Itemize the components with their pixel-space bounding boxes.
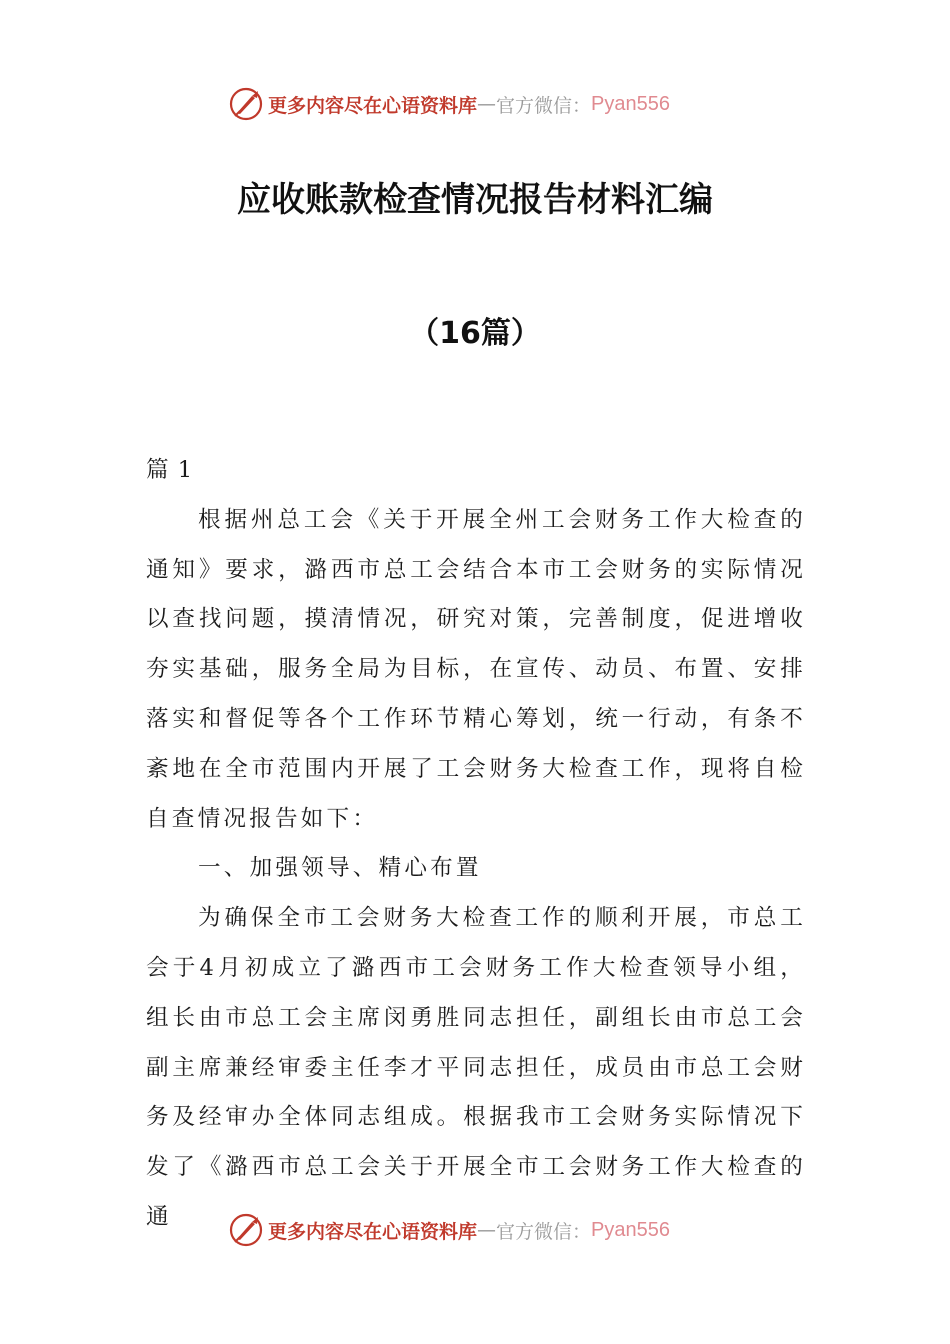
watermark-brand-text: 更多内容尽在心语资料库 [268, 94, 478, 117]
section-heading: 一、加强领导、精心布置 [198, 855, 482, 882]
chapter-label: 篇 1 [146, 457, 194, 483]
watermark-banner-bottom [228, 1208, 670, 1252]
watermark-banner-top [228, 82, 670, 126]
document-body [146, 446, 806, 1243]
document-title: 应收账款检查情况报告材料汇编 [237, 180, 713, 220]
document-subtitle: （16篇） [409, 316, 541, 351]
quill-pen-logo-icon [228, 86, 264, 122]
quill-pen-logo-icon [228, 1212, 264, 1248]
watermark-wechat-label: 官方微信： [496, 1220, 592, 1243]
watermark-separator: — [477, 93, 497, 115]
body-paragraph: 为确保全市工会财务大检查工作的顺利开展，市总工会于4月初成立了潞西市工会财务工作大检查领导小组，组长由市总工会主席闵勇胜同志担任，副组长由市总工会副主席兼经审委主任李才平同志担任，成员由市总工会财务及经审办全体同志组成。根据我市工会财务实际情况下发了《潞西市总工会关于开展全市工会财务工作大检查的通 [146, 905, 806, 1230]
watermark-wechat-id: Pyan556 [591, 92, 670, 115]
watermark-wechat-id: Pyan556 [591, 1218, 670, 1241]
watermark-separator: — [477, 1219, 497, 1241]
watermark-wechat-label: 官方微信： [496, 94, 592, 117]
watermark-brand-text: 更多内容尽在心语资料库 [268, 1220, 478, 1243]
body-paragraph: 根据州总工会《关于开展全州工会财务工作大检查的通知》要求，潞西市总工会结合本市工会财务的实际情况以查找问题，摸清情况，研究对策，完善制度，促进增收夯实基础，服务全局为目标，在宣传、动员、布置、安排落实和督促等各个工作环节精心筹划，统一行动，有条不紊地在全市范围内开展了工会财务大检查工作，现将自检自查情况报告如下： [146, 506, 806, 832]
